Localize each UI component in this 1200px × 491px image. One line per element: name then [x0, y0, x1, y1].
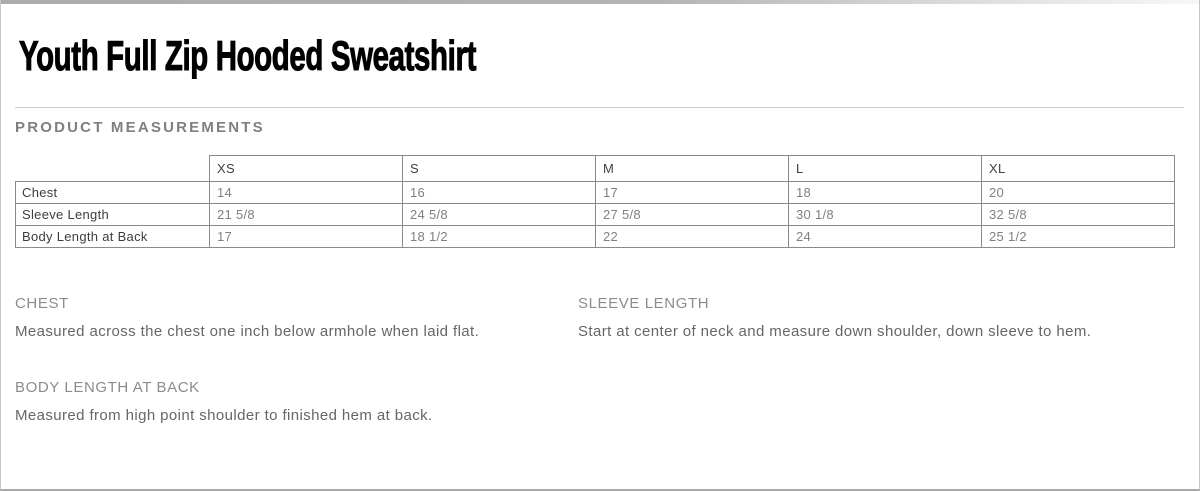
page-title: Youth Full Zip Hooded Sweatshirt [19, 32, 477, 79]
sleeve-s: 24 5/8 [403, 204, 596, 226]
definition-chest-heading: CHEST [15, 295, 69, 312]
measurements-table [15, 155, 1175, 248]
body-length-xl: 25 1/2 [982, 226, 1175, 248]
definition-body-length-text: Measured from high point shoulder to finished hem at back. [15, 407, 433, 424]
sleeve-m: 27 5/8 [596, 204, 789, 226]
sleeve-xl: 32 5/8 [982, 204, 1175, 226]
chest-xl: 20 [982, 182, 1175, 204]
body-length-m: 22 [596, 226, 789, 248]
size-header-xs: XS [210, 156, 403, 182]
row-label-chest: Chest [16, 182, 210, 204]
row-label-sleeve-length: Sleeve Length [16, 204, 210, 226]
table-corner-cell [16, 156, 210, 182]
size-header-s: S [403, 156, 596, 182]
chest-s: 16 [403, 182, 596, 204]
size-header-xl: XL [982, 156, 1175, 182]
table-row-sleeve-length [16, 204, 1175, 226]
section-divider [15, 107, 1184, 108]
definition-chest [15, 294, 578, 345]
body-length-s: 18 1/2 [403, 226, 596, 248]
chest-xs: 14 [210, 182, 403, 204]
body-length-xs: 17 [210, 226, 403, 248]
size-header-m: M [596, 156, 789, 182]
definition-sleeve-length-text: Start at center of neck and measure down shoulder, down sleeve to hem. [578, 323, 1092, 340]
measurement-definitions [15, 294, 1199, 429]
section-heading: PRODUCT MEASUREMENTS [15, 119, 265, 136]
size-header-l: L [789, 156, 982, 182]
definition-body-length [15, 378, 578, 429]
definition-sleeve-length-heading: SLEEVE LENGTH [578, 295, 710, 312]
definition-chest-text: Measured across the chest one inch below armhole when laid flat. [15, 323, 480, 340]
chest-l: 18 [789, 182, 982, 204]
sleeve-xs: 21 5/8 [210, 204, 403, 226]
definition-sleeve-length [578, 294, 1103, 345]
body-length-l: 24 [789, 226, 982, 248]
definition-body-length-heading: BODY LENGTH AT BACK [15, 379, 200, 396]
top-gradient-strip [1, 0, 1199, 4]
chest-m: 17 [596, 182, 789, 204]
row-label-body-length: Body Length at Back [16, 226, 210, 248]
table-row-chest [16, 182, 1175, 204]
size-header-row [16, 156, 1175, 182]
sleeve-l: 30 1/8 [789, 204, 982, 226]
table-row-body-length [16, 226, 1175, 248]
